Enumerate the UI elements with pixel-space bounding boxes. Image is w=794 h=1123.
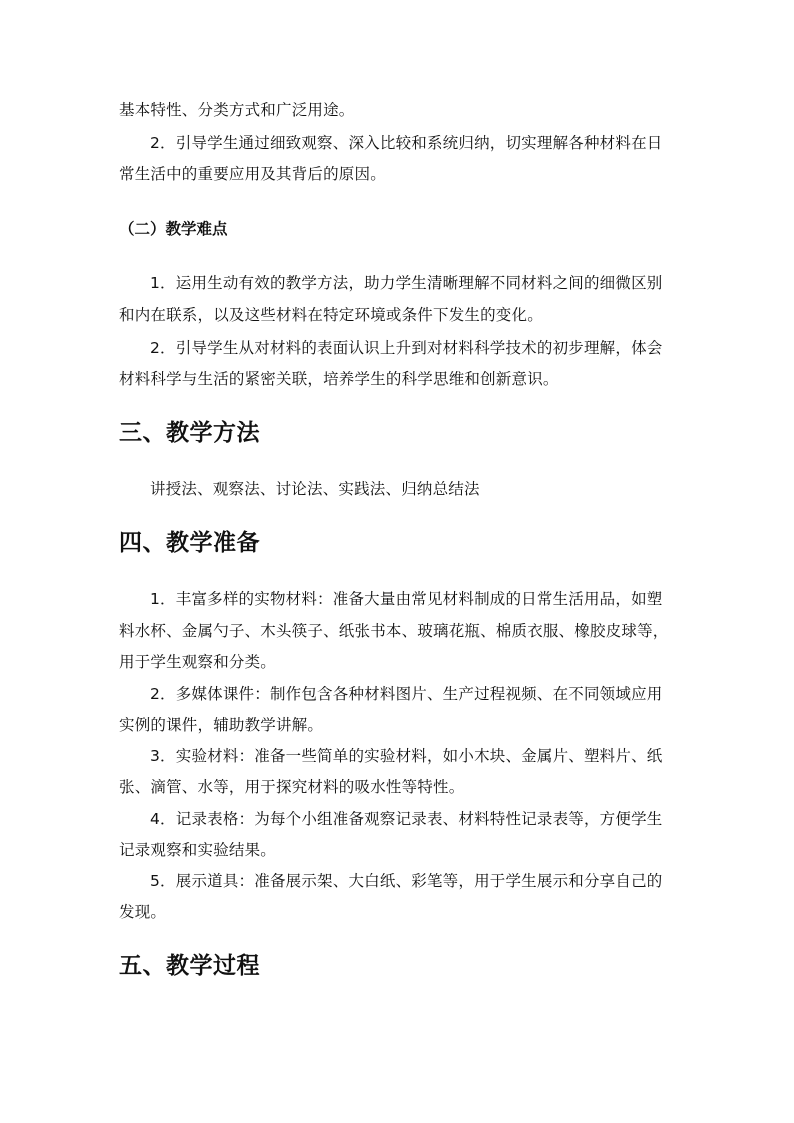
paragraph-line: 1．丰富多样的实物材料：准备大量由常见材料制成的日常生活用品，如塑 (150, 590, 663, 608)
paragraph-line: 基本特性、分类方式和广泛用途。 (119, 101, 355, 119)
paragraph-line: 1．运用生动有效的教学方法，助力学生清晰理解不同材料之间的细微区别 (150, 274, 663, 292)
paragraph-line: 料水杯、金属勺子、木头筷子、纸张书本、玻璃花瓶、棉质衣服、橡胶皮球等， (119, 622, 669, 640)
paragraph-line: 实例的课件，辅助教学讲解。 (119, 716, 324, 734)
paragraph-line: 2．引导学生通过细致观察、深入比较和系统归纳，切实理解各种材料在日 (150, 134, 663, 152)
paragraph-line: 常生活中的重要应用及其背后的原因。 (119, 165, 386, 183)
paragraph-line: 和内在联系，以及这些材料在特定环境或条件下发生的变化。 (119, 306, 543, 324)
section-heading: 五、教学过程 (119, 953, 260, 979)
paragraph-line: 4．记录表格：为每个小组准备观察记录表、材料特性记录表等，方便学生 (150, 810, 663, 828)
paragraph-line: 发现。 (119, 903, 167, 921)
paragraph-line: 材料科学与生活的紧密关联，培养学生的科学思维和创新意识。 (119, 370, 559, 388)
section-heading: 四、教学准备 (119, 530, 260, 556)
paragraph-line: 2．引导学生从对材料的表面认识上升到对材料科学技术的初步理解，体会 (150, 339, 663, 357)
paragraph-line: 3．实验材料：准备一些简单的实验材料，如小木块、金属片、塑料片、纸 (150, 747, 663, 765)
paragraph-line: 张、滴管、水等，用于探究材料的吸水性等特性。 (119, 778, 465, 796)
paragraph-line: 5．展示道具：准备展示架、大白纸、彩笔等，用于学生展示和分享自己的 (150, 872, 663, 890)
paragraph-line: 记录观察和实验结果。 (119, 841, 277, 859)
subsection-heading: （二）教学难点 (119, 220, 228, 238)
paragraph-line: 2．多媒体课件：制作包含各种材料图片、生产过程视频、在不同领域应用 (150, 685, 663, 703)
section-heading: 三、教学方法 (119, 420, 260, 446)
paragraph-line: 讲授法、观察法、讨论法、实践法、归纳总结法 (150, 480, 480, 498)
paragraph-line: 用于学生观察和分类。 (119, 653, 277, 671)
